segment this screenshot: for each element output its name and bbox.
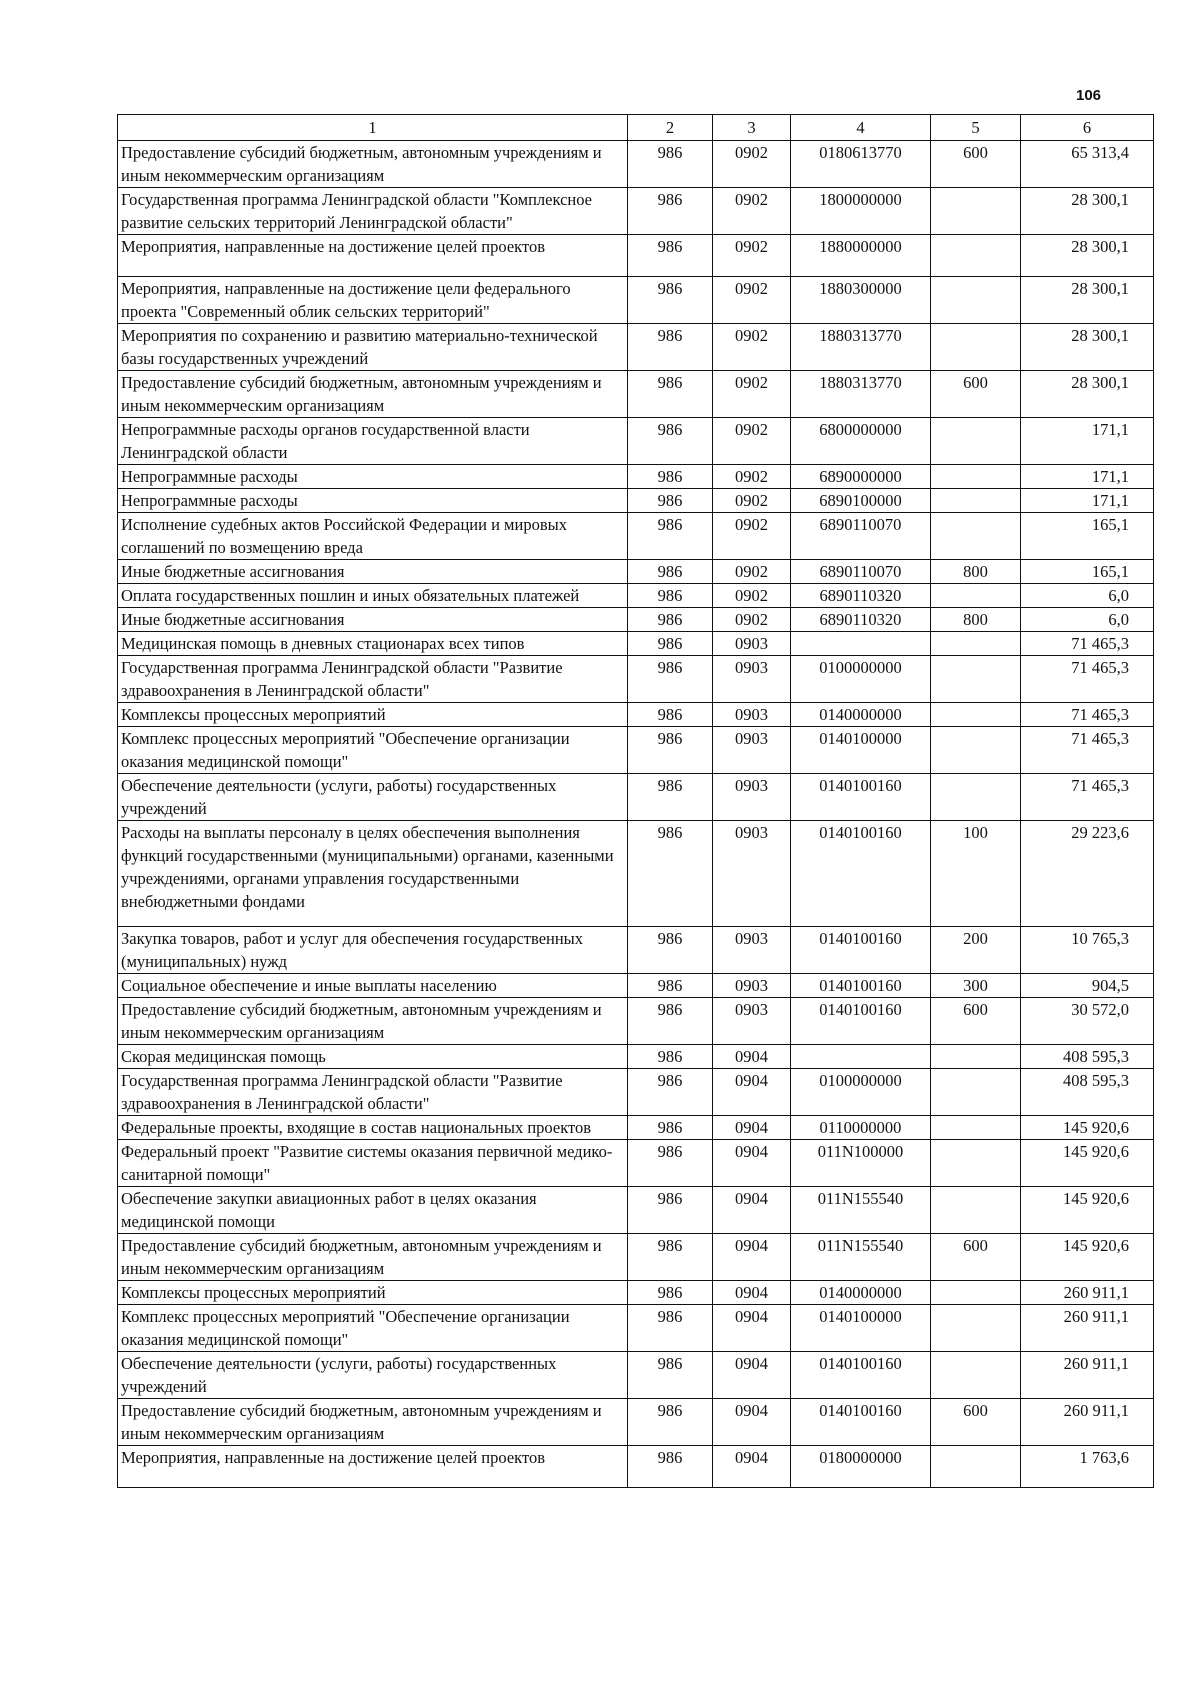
- section-code-cell: 0902: [713, 418, 791, 465]
- target-code-cell: 011N155540: [791, 1234, 931, 1281]
- grbs-code-cell: 986: [628, 1045, 713, 1069]
- grbs-code-cell: 986: [628, 998, 713, 1045]
- row-name-cell: Медицинская помощь в дневных стационарах всех типов: [118, 632, 628, 656]
- row-name-cell: Государственная программа Ленинградской области "Развитие здравоохранения в Ленинградской области": [118, 1069, 628, 1116]
- expense-type-cell: [931, 324, 1021, 371]
- row-name-cell: Иные бюджетные ассигнования: [118, 560, 628, 584]
- target-code-cell: 1800000000: [791, 188, 931, 235]
- row-name-cell: Социальное обеспечение и иные выплаты населению: [118, 974, 628, 998]
- target-code-cell: 6890110320: [791, 608, 931, 632]
- amount-cell: 165,1: [1021, 560, 1154, 584]
- amount-cell: 145 920,6: [1021, 1187, 1154, 1234]
- table-row: [118, 513, 1154, 560]
- amount-cell: 71 465,3: [1021, 656, 1154, 703]
- section-code-cell: 0903: [713, 998, 791, 1045]
- row-name-cell: Закупка товаров, работ и услуг для обеспечения государственных (муниципальных) нужд: [118, 927, 628, 974]
- expense-type-cell: 800: [931, 608, 1021, 632]
- section-code-cell: 0902: [713, 584, 791, 608]
- amount-cell: 260 911,1: [1021, 1352, 1154, 1399]
- section-code-cell: 0902: [713, 235, 791, 277]
- column-header: 4: [791, 115, 931, 141]
- table-row: [118, 1234, 1154, 1281]
- target-code-cell: 0140100160: [791, 927, 931, 974]
- row-name-cell: Непрограммные расходы органов государственной власти Ленинградской области: [118, 418, 628, 465]
- expense-type-cell: [931, 1069, 1021, 1116]
- column-header: 5: [931, 115, 1021, 141]
- grbs-code-cell: 986: [628, 418, 713, 465]
- target-code-cell: 6890000000: [791, 465, 931, 489]
- table-row: [118, 584, 1154, 608]
- target-code-cell: 0180000000: [791, 1446, 931, 1488]
- amount-cell: 10 765,3: [1021, 927, 1154, 974]
- row-name-cell: Предоставление субсидий бюджетным, автономным учреждениям и иным некоммерческим организациям: [118, 1234, 628, 1281]
- target-code-cell: 011N155540: [791, 1187, 931, 1234]
- grbs-code-cell: 986: [628, 371, 713, 418]
- table-row: [118, 324, 1154, 371]
- row-name-cell: Иные бюджетные ассигнования: [118, 608, 628, 632]
- amount-cell: 30 572,0: [1021, 998, 1154, 1045]
- grbs-code-cell: 986: [628, 927, 713, 974]
- target-code-cell: 1880313770: [791, 324, 931, 371]
- expense-type-cell: 300: [931, 974, 1021, 998]
- amount-cell: 171,1: [1021, 465, 1154, 489]
- table-row: [118, 608, 1154, 632]
- expense-type-cell: 600: [931, 998, 1021, 1045]
- section-code-cell: 0903: [713, 774, 791, 821]
- grbs-code-cell: 986: [628, 513, 713, 560]
- section-code-cell: 0903: [713, 821, 791, 927]
- row-name-cell: Комплексы процессных мероприятий: [118, 1281, 628, 1305]
- table-row: [118, 418, 1154, 465]
- target-code-cell: 0140100160: [791, 1352, 931, 1399]
- section-code-cell: 0903: [713, 656, 791, 703]
- amount-cell: 71 465,3: [1021, 774, 1154, 821]
- table-row: [118, 774, 1154, 821]
- amount-cell: 28 300,1: [1021, 235, 1154, 277]
- grbs-code-cell: 986: [628, 1116, 713, 1140]
- amount-cell: 171,1: [1021, 489, 1154, 513]
- target-code-cell: 1880000000: [791, 235, 931, 277]
- column-header: 6: [1021, 115, 1154, 141]
- section-code-cell: 0904: [713, 1069, 791, 1116]
- column-header: 2: [628, 115, 713, 141]
- expense-type-cell: [931, 1116, 1021, 1140]
- row-name-cell: Комплекс процессных мероприятий "Обеспечение организации оказания медицинской помощи": [118, 1305, 628, 1352]
- expense-type-cell: [931, 1281, 1021, 1305]
- target-code-cell: 1880300000: [791, 277, 931, 324]
- row-name-cell: Обеспечение деятельности (услуги, работы) государственных учреждений: [118, 1352, 628, 1399]
- row-name-cell: Обеспечение закупки авиационных работ в целях оказания медицинской помощи: [118, 1187, 628, 1234]
- table-row: [118, 998, 1154, 1045]
- amount-cell: 71 465,3: [1021, 703, 1154, 727]
- table-row: [118, 1399, 1154, 1446]
- table-row: [118, 1187, 1154, 1234]
- grbs-code-cell: 986: [628, 560, 713, 584]
- expense-type-cell: 800: [931, 560, 1021, 584]
- expense-type-cell: [931, 774, 1021, 821]
- grbs-code-cell: 986: [628, 235, 713, 277]
- table-row: [118, 489, 1154, 513]
- target-code-cell: 1880313770: [791, 371, 931, 418]
- amount-cell: 171,1: [1021, 418, 1154, 465]
- grbs-code-cell: 986: [628, 489, 713, 513]
- grbs-code-cell: 986: [628, 1305, 713, 1352]
- section-code-cell: 0904: [713, 1187, 791, 1234]
- table-row: [118, 1140, 1154, 1187]
- expense-type-cell: 600: [931, 141, 1021, 188]
- table-row: [118, 1069, 1154, 1116]
- target-code-cell: 0140100160: [791, 974, 931, 998]
- expense-type-cell: [931, 465, 1021, 489]
- table-row: [118, 1116, 1154, 1140]
- expense-type-cell: [931, 1140, 1021, 1187]
- section-code-cell: 0904: [713, 1045, 791, 1069]
- section-code-cell: 0902: [713, 324, 791, 371]
- section-code-cell: 0903: [713, 927, 791, 974]
- expense-type-cell: [931, 703, 1021, 727]
- expense-type-cell: [931, 418, 1021, 465]
- grbs-code-cell: 986: [628, 1234, 713, 1281]
- target-code-cell: 0140100160: [791, 774, 931, 821]
- table-row: [118, 1352, 1154, 1399]
- grbs-code-cell: 986: [628, 703, 713, 727]
- grbs-code-cell: 986: [628, 608, 713, 632]
- row-name-cell: Государственная программа Ленинградской области "Развитие здравоохранения в Ленинградской области": [118, 656, 628, 703]
- amount-cell: 71 465,3: [1021, 727, 1154, 774]
- amount-cell: 260 911,1: [1021, 1281, 1154, 1305]
- row-name-cell: Мероприятия, направленные на достижение целей проектов: [118, 235, 628, 277]
- table-header-row: [118, 115, 1154, 141]
- table-row: [118, 703, 1154, 727]
- expense-type-cell: 600: [931, 1399, 1021, 1446]
- amount-cell: 28 300,1: [1021, 277, 1154, 324]
- grbs-code-cell: 986: [628, 1352, 713, 1399]
- section-code-cell: 0904: [713, 1281, 791, 1305]
- table-row: [118, 927, 1154, 974]
- row-name-cell: Исполнение судебных актов Российской Федерации и мировых соглашений по возмещению вреда: [118, 513, 628, 560]
- amount-cell: 29 223,6: [1021, 821, 1154, 927]
- table-row: [118, 974, 1154, 998]
- column-header: 3: [713, 115, 791, 141]
- row-name-cell: Федеральные проекты, входящие в состав национальных проектов: [118, 1116, 628, 1140]
- row-name-cell: Непрограммные расходы: [118, 465, 628, 489]
- row-name-cell: Непрограммные расходы: [118, 489, 628, 513]
- section-code-cell: 0903: [713, 974, 791, 998]
- target-code-cell: 011N100000: [791, 1140, 931, 1187]
- grbs-code-cell: 986: [628, 774, 713, 821]
- row-name-cell: Предоставление субсидий бюджетным, автономным учреждениям и иным некоммерческим организациям: [118, 141, 628, 188]
- grbs-code-cell: 986: [628, 1187, 713, 1234]
- target-code-cell: 0140100160: [791, 821, 931, 927]
- table-row: [118, 1045, 1154, 1069]
- target-code-cell: 0100000000: [791, 1069, 931, 1116]
- amount-cell: 145 920,6: [1021, 1234, 1154, 1281]
- row-name-cell: Комплекс процессных мероприятий "Обеспечение организации оказания медицинской помощи": [118, 727, 628, 774]
- target-code-cell: 6890110070: [791, 513, 931, 560]
- amount-cell: 145 920,6: [1021, 1116, 1154, 1140]
- section-code-cell: 0904: [713, 1352, 791, 1399]
- column-header: 1: [118, 115, 628, 141]
- row-name-cell: Комплексы процессных мероприятий: [118, 703, 628, 727]
- row-name-cell: Оплата государственных пошлин и иных обязательных платежей: [118, 584, 628, 608]
- expense-type-cell: [931, 727, 1021, 774]
- grbs-code-cell: 986: [628, 1399, 713, 1446]
- expense-type-cell: 100: [931, 821, 1021, 927]
- expense-type-cell: 200: [931, 927, 1021, 974]
- expense-type-cell: [931, 188, 1021, 235]
- target-code-cell: 0140100000: [791, 727, 931, 774]
- expense-type-cell: 600: [931, 1234, 1021, 1281]
- grbs-code-cell: 986: [628, 821, 713, 927]
- row-name-cell: Федеральный проект "Развитие системы оказания первичной медико-санитарной помощи": [118, 1140, 628, 1187]
- amount-cell: 260 911,1: [1021, 1305, 1154, 1352]
- target-code-cell: 0100000000: [791, 656, 931, 703]
- amount-cell: 260 911,1: [1021, 1399, 1154, 1446]
- target-code-cell: 6800000000: [791, 418, 931, 465]
- amount-cell: 65 313,4: [1021, 141, 1154, 188]
- section-code-cell: 0902: [713, 277, 791, 324]
- table-row: [118, 821, 1154, 927]
- amount-cell: 28 300,1: [1021, 371, 1154, 418]
- section-code-cell: 0902: [713, 188, 791, 235]
- section-code-cell: 0904: [713, 1234, 791, 1281]
- table-row: [118, 141, 1154, 188]
- table-row: [118, 560, 1154, 584]
- amount-cell: 408 595,3: [1021, 1069, 1154, 1116]
- table-row: [118, 1305, 1154, 1352]
- target-code-cell: 0140000000: [791, 703, 931, 727]
- budget-table: [117, 114, 1154, 1488]
- grbs-code-cell: 986: [628, 1281, 713, 1305]
- grbs-code-cell: 986: [628, 324, 713, 371]
- section-code-cell: 0902: [713, 371, 791, 418]
- grbs-code-cell: 986: [628, 1446, 713, 1488]
- expense-type-cell: [931, 277, 1021, 324]
- row-name-cell: Мероприятия, направленные на достижение целей проектов: [118, 1446, 628, 1488]
- expense-type-cell: 600: [931, 371, 1021, 418]
- amount-cell: 28 300,1: [1021, 188, 1154, 235]
- table-row: [118, 188, 1154, 235]
- target-code-cell: 0180613770: [791, 141, 931, 188]
- row-name-cell: Предоставление субсидий бюджетным, автономным учреждениям и иным некоммерческим организациям: [118, 998, 628, 1045]
- target-code-cell: 6890100000: [791, 489, 931, 513]
- grbs-code-cell: 986: [628, 1069, 713, 1116]
- section-code-cell: 0903: [713, 703, 791, 727]
- grbs-code-cell: 986: [628, 727, 713, 774]
- amount-cell: 28 300,1: [1021, 324, 1154, 371]
- table-row: [118, 235, 1154, 277]
- expense-type-cell: [931, 584, 1021, 608]
- section-code-cell: 0903: [713, 727, 791, 774]
- amount-cell: 1 763,6: [1021, 1446, 1154, 1488]
- expense-type-cell: [931, 1446, 1021, 1488]
- expense-type-cell: [931, 235, 1021, 277]
- grbs-code-cell: 986: [628, 584, 713, 608]
- grbs-code-cell: 986: [628, 141, 713, 188]
- table-row: [118, 656, 1154, 703]
- page-number: 106: [1076, 87, 1102, 104]
- table-row: [118, 277, 1154, 324]
- table-row: [118, 1446, 1154, 1488]
- section-code-cell: 0902: [713, 560, 791, 584]
- target-code-cell: 0140000000: [791, 1281, 931, 1305]
- row-name-cell: Мероприятия по сохранению и развитию материально-технической базы государственных учреждений: [118, 324, 628, 371]
- target-code-cell: 0140100160: [791, 1399, 931, 1446]
- row-name-cell: Обеспечение деятельности (услуги, работы) государственных учреждений: [118, 774, 628, 821]
- target-code-cell: 0110000000: [791, 1116, 931, 1140]
- amount-cell: 165,1: [1021, 513, 1154, 560]
- expense-type-cell: [931, 1305, 1021, 1352]
- row-name-cell: Расходы на выплаты персоналу в целях обеспечения выполнения функций государственными (муниципальными) органами, казенными учреждениями, органами управления государственными внебюджетными фондами: [118, 821, 628, 927]
- amount-cell: 6,0: [1021, 608, 1154, 632]
- target-code-cell: [791, 1045, 931, 1069]
- expense-type-cell: [931, 656, 1021, 703]
- amount-cell: 904,5: [1021, 974, 1154, 998]
- section-code-cell: 0902: [713, 489, 791, 513]
- table-row: [118, 371, 1154, 418]
- row-name-cell: Предоставление субсидий бюджетным, автономным учреждениям и иным некоммерческим организациям: [118, 1399, 628, 1446]
- grbs-code-cell: 986: [628, 465, 713, 489]
- expense-type-cell: [931, 1187, 1021, 1234]
- section-code-cell: 0903: [713, 632, 791, 656]
- expense-type-cell: [931, 632, 1021, 656]
- table-row: [118, 727, 1154, 774]
- target-code-cell: [791, 632, 931, 656]
- grbs-code-cell: 986: [628, 656, 713, 703]
- section-code-cell: 0904: [713, 1446, 791, 1488]
- amount-cell: 145 920,6: [1021, 1140, 1154, 1187]
- row-name-cell: Предоставление субсидий бюджетным, автономным учреждениям и иным некоммерческим организациям: [118, 371, 628, 418]
- grbs-code-cell: 986: [628, 277, 713, 324]
- section-code-cell: 0902: [713, 465, 791, 489]
- section-code-cell: 0904: [713, 1399, 791, 1446]
- target-code-cell: 0140100160: [791, 998, 931, 1045]
- section-code-cell: 0904: [713, 1305, 791, 1352]
- target-code-cell: 6890110070: [791, 560, 931, 584]
- table-row: [118, 632, 1154, 656]
- expense-type-cell: [931, 513, 1021, 560]
- expense-type-cell: [931, 1352, 1021, 1399]
- expense-type-cell: [931, 489, 1021, 513]
- target-code-cell: 6890110320: [791, 584, 931, 608]
- table-row: [118, 465, 1154, 489]
- amount-cell: 6,0: [1021, 584, 1154, 608]
- section-code-cell: 0902: [713, 608, 791, 632]
- row-name-cell: Государственная программа Ленинградской области "Комплексное развитие сельских территорий Ленинградской области": [118, 188, 628, 235]
- amount-cell: 408 595,3: [1021, 1045, 1154, 1069]
- row-name-cell: Мероприятия, направленные на достижение цели федерального проекта "Современный облик сельских территорий": [118, 277, 628, 324]
- grbs-code-cell: 986: [628, 974, 713, 998]
- expense-type-cell: [931, 1045, 1021, 1069]
- section-code-cell: 0902: [713, 513, 791, 560]
- grbs-code-cell: 986: [628, 188, 713, 235]
- row-name-cell: Скорая медицинская помощь: [118, 1045, 628, 1069]
- grbs-code-cell: 986: [628, 632, 713, 656]
- section-code-cell: 0902: [713, 141, 791, 188]
- grbs-code-cell: 986: [628, 1140, 713, 1187]
- amount-cell: 71 465,3: [1021, 632, 1154, 656]
- section-code-cell: 0904: [713, 1116, 791, 1140]
- target-code-cell: 0140100000: [791, 1305, 931, 1352]
- table-row: [118, 1281, 1154, 1305]
- section-code-cell: 0904: [713, 1140, 791, 1187]
